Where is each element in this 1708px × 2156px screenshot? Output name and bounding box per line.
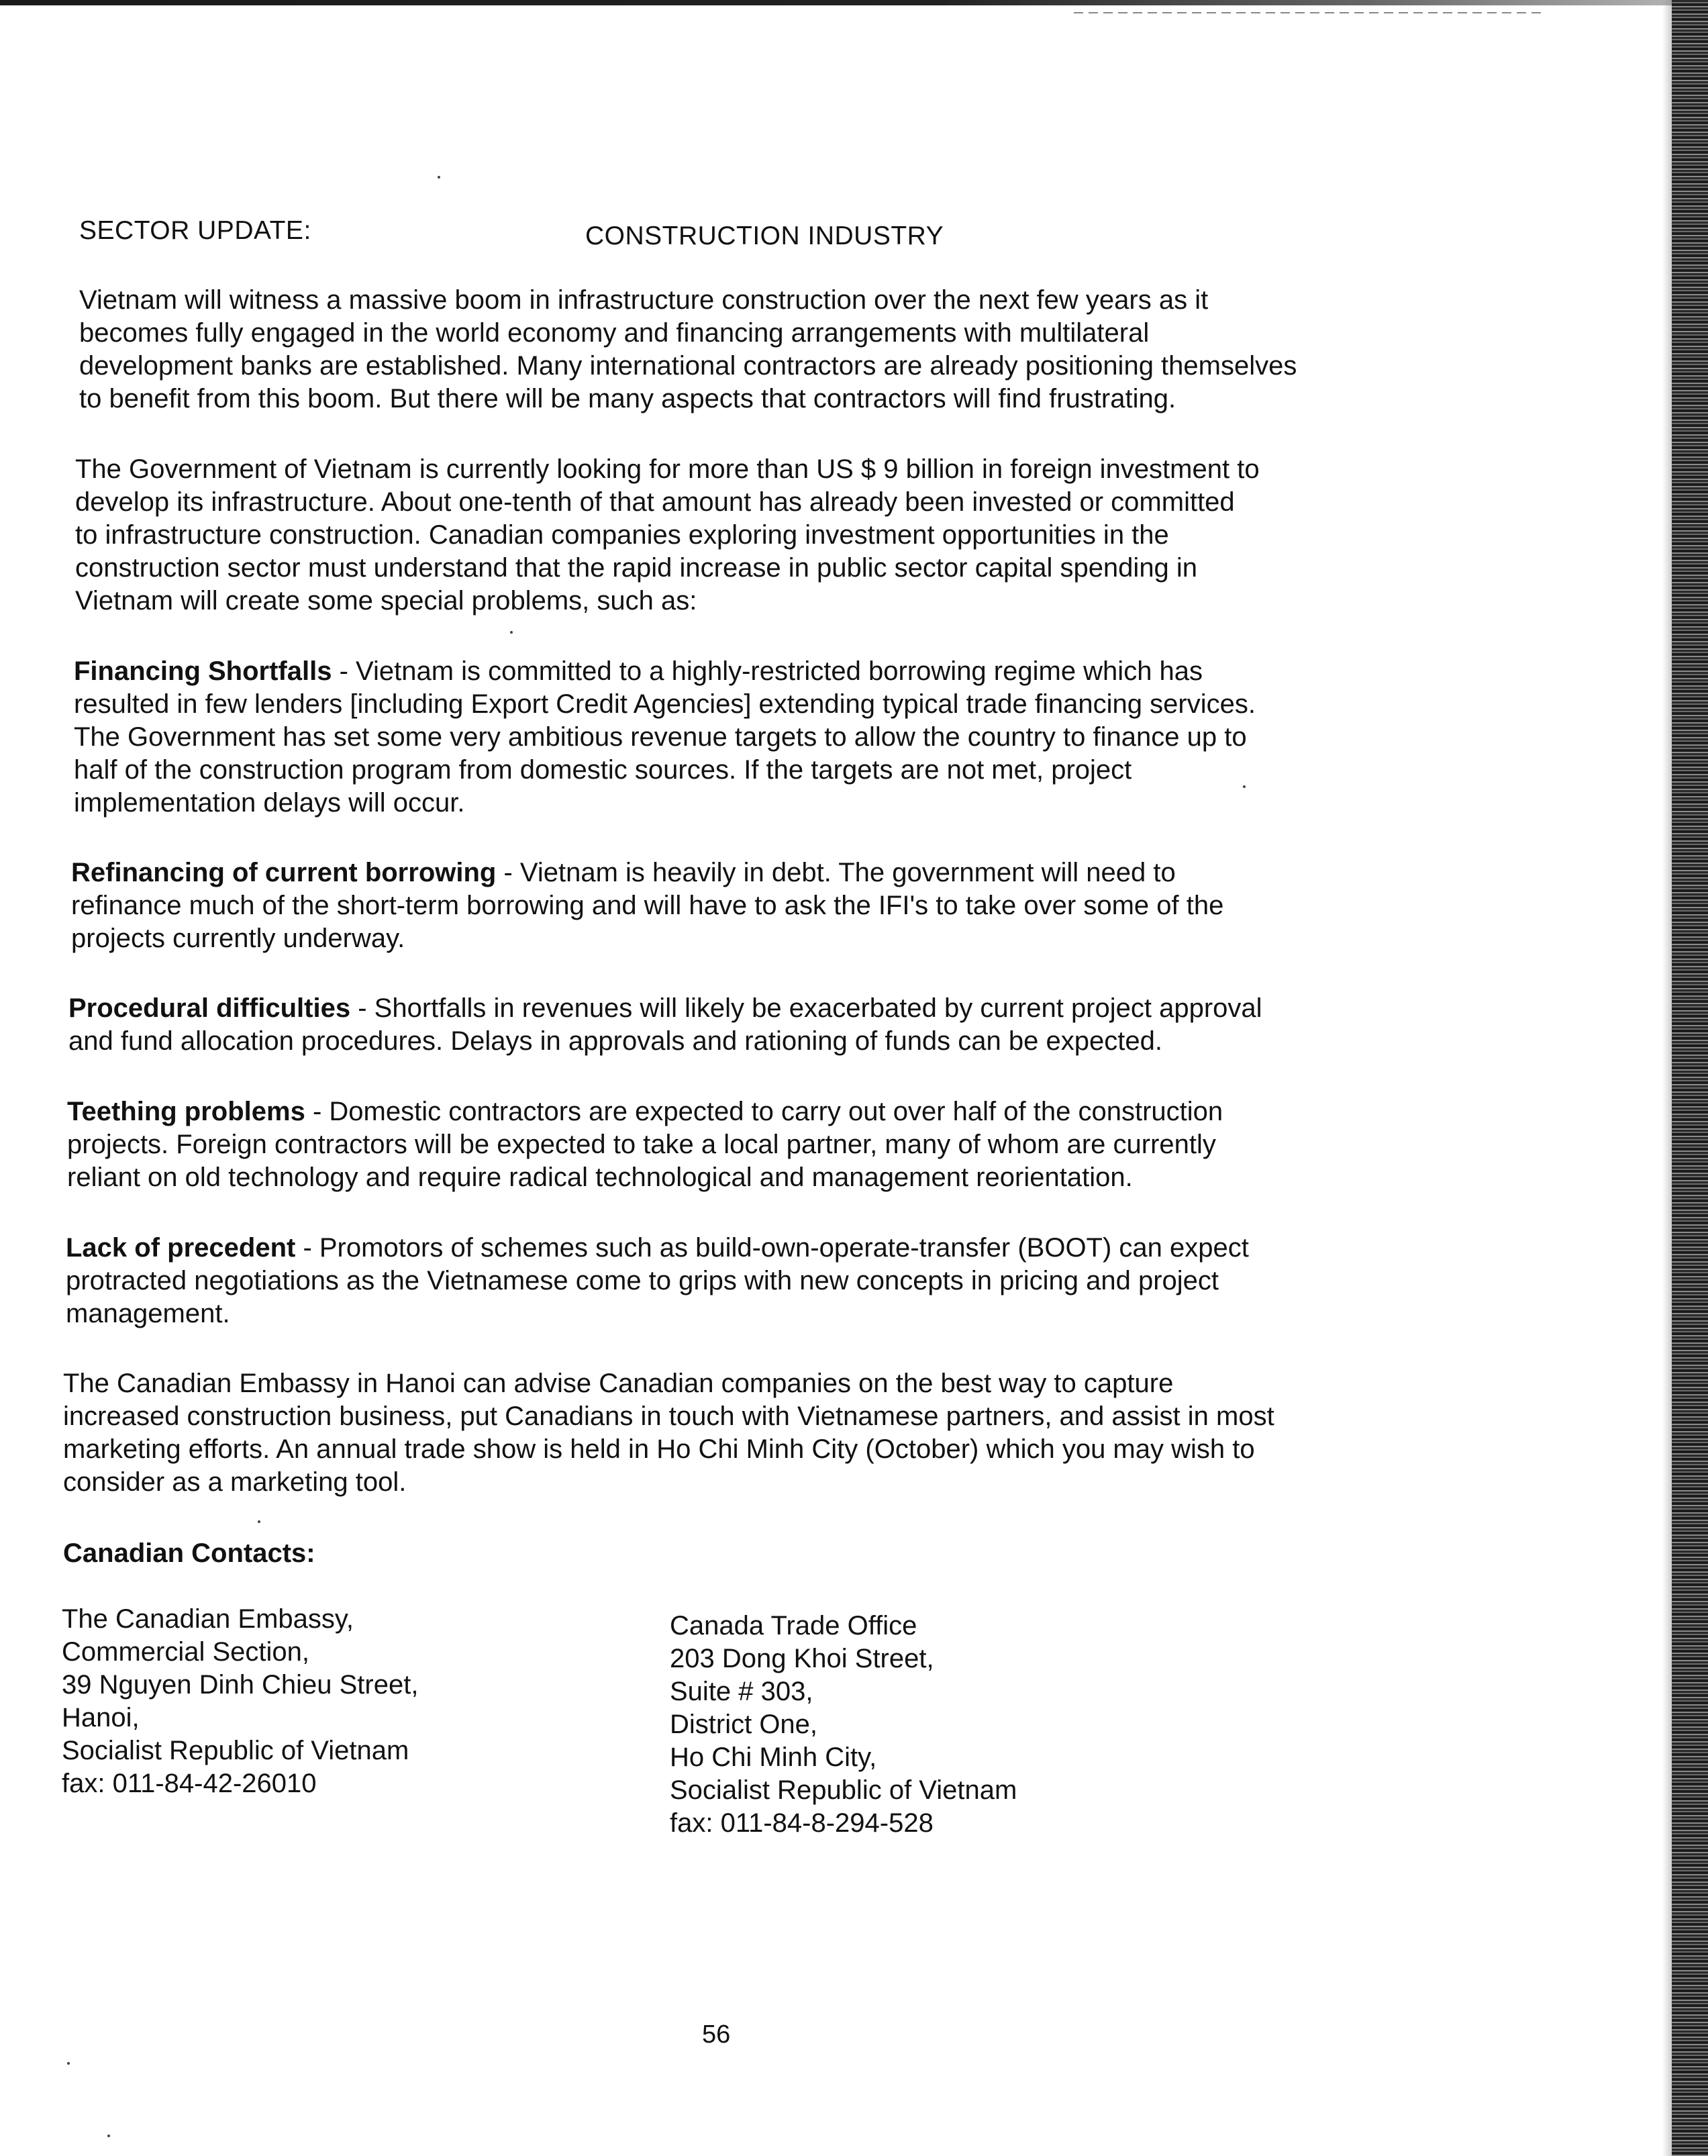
address-line: 39 Nguyen Dinh Chieu Street, [62,1670,419,1700]
sector-topic: CONSTRUCTION INDUSTRY [585,222,944,250]
page-number: 56 [702,2020,731,2049]
fax-number: fax: 011-84-42-26010 [62,1769,317,1798]
address-line: District One, [670,1710,818,1739]
problem-text: - Vietnam is heavily in debt. The government will need to refinance much of the short-term borrowing and will have to ask the IFI's to take over some of the projects currently underway. [71,858,1224,953]
address-line: Ho Chi Minh City, [670,1743,877,1772]
address-line: Suite # 303, [670,1677,813,1706]
problem-procedural-difficulties [68,992,1404,1058]
address-line: The Canadian Embassy, [62,1604,354,1634]
problem-text: - Shortfalls in revenues will likely be exacerbated by current project approval and fund allocation procedures. Delays in approvals and rationing of funds can be expected. [68,993,1262,1056]
intro-paragraph: Vietnam will witness a massive boom in infrastructure construction over the next few years as it becomes fully engaged in the world economy and financing arrangements with multilateral development banks are established. Many international contractors are already positioning themselves to benefit from this boom. But there will be many aspects that contractors will find frustrating. [79,285,1297,413]
problem-title: Refinancing of current borrowing [71,858,497,887]
problem-title: Lack of precedent [66,1233,296,1263]
address-line: Canada Trade Office [670,1611,917,1640]
problem-title: Financing Shortfalls [74,656,332,686]
address-line: Socialist Republic of Vietnam [670,1775,1017,1805]
problem-refinancing [71,856,1407,955]
embassy-paragraph: The Canadian Embassy in Hanoi can advise Canadian companies on the best way to capture increased construction business, put Canadians in touch with Vietnamese partners, and assist in most marketing efforts. An annual trade show is held in Ho Chi Minh City (October) which you may wish to consider as a marketing tool. [63,1369,1274,1497]
problem-title: Procedural difficulties [68,993,351,1023]
problem-text: - Vietnam is committed to a highly-restricted borrowing regime which has resulted in few lenders [including Export Credit Agencies] extending typical trade financing services. The Government has set some very ambitious revenue targets to allow the country to finance up to half of the construction program from domestic sources. If the targets are not met, project implementation delays will occur. [74,656,1256,818]
government-paragraph: The Government of Vietnam is currently looking for more than US $ 9 billion in foreign investment to develop its infrastructure. About one-tenth of that amount has already been invested or committed to infrastructure construction. Canadian companies exploring investment opportunities in the construction sector must understand that the rapid increase in public sector capital spending in Vietnam will create some special problems, such as: [75,454,1260,616]
address-line: Socialist Republic of Vietnam [62,1736,409,1765]
contacts-heading: Canadian Contacts: [63,1538,315,1568]
problem-title: Teething problems [67,1097,305,1126]
hcmc-trade-office-address [670,1610,1017,1840]
address-line: 203 Dong Khoi Street, [670,1644,934,1673]
hanoi-embassy-address [62,1603,418,1800]
sector-update-label: SECTOR UPDATE: [79,216,311,245]
problem-teething-problems [67,1095,1403,1194]
problem-lack-of-precedent [66,1232,1401,1330]
problem-text: - Domestic contractors are expected to carry out over half of the construction projects. Foreign contractors will be expected to take a local partner, many of whom are currently reliant on old technology and require radical technological and management reorientation. [67,1097,1223,1192]
address-line: Hanoi, [62,1703,140,1732]
problem-text: - Promotors of schemes such as build-own-operate-transfer (BOOT) can expect protracted negotiations as the Vietnamese come to grips with new concepts in pricing and project management. [66,1233,1249,1328]
fax-number: fax: 011-84-8-294-528 [670,1808,934,1838]
problem-financing-shortfalls [74,655,1409,820]
address-line: Commercial Section, [62,1637,310,1667]
